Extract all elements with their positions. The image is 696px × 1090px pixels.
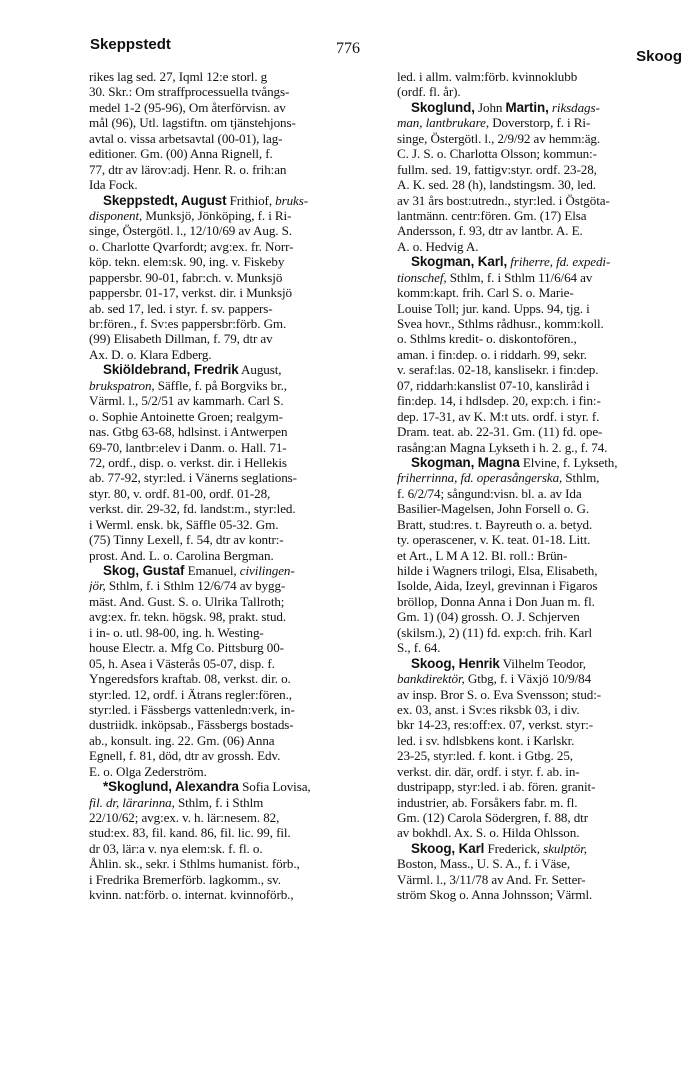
entry-heading-line <box>397 100 688 115</box>
body-text: (skilsm.), 2) (11) fd. exp:ch. frih. Karl <box>397 624 593 640</box>
body-text: av bokhdl. Ax. S. o. Hilda Ohlsson. <box>397 825 580 841</box>
occupation-text: jör, <box>89 578 106 594</box>
body-text: ty. operascener, v. K. teat. 01-18. Litt. <box>397 532 591 548</box>
body-text: hilde i Wagners trilogi, Elsa, Elisabeth, <box>397 563 598 578</box>
body-text: avg:ex. fr. tekn. högsk. 98, prakt. stud. <box>89 609 287 625</box>
text-line <box>397 532 688 547</box>
body-text: pappersbr. 90-01, fabr:ch. v. Munksjö <box>89 269 283 285</box>
body-text: i Fredrika Bremerförb. lagkomm., sv. <box>89 871 281 887</box>
body-text: Munksjö, Jönköping, f. i Ri- <box>142 207 292 223</box>
text-line <box>397 671 688 686</box>
body-text: Sthlm, <box>562 470 600 486</box>
occupation-text: fil. dr, lärarinna, <box>89 794 175 810</box>
text-line <box>397 69 688 84</box>
text-line <box>89 331 380 346</box>
text-line <box>89 625 380 640</box>
text-line <box>89 115 380 130</box>
body-text: S., f. 64. <box>397 640 441 656</box>
text-line <box>89 455 380 470</box>
body-text: o. Sthlms kredit- o. diskontofören., <box>397 331 577 347</box>
body-text: pappersbr. 01-17, verkst. dir. i Munksjö <box>89 285 292 301</box>
body-text: rasång:an Magna Lykseth i h. 2. g., f. 74. <box>397 439 608 455</box>
body-text: singe, Östergötl. l., 12/10/69 av Aug. S. <box>89 223 292 239</box>
body-text: Ida Fock. <box>89 177 138 193</box>
body-text: A. K. sed. 28 (h), landstingsm. 30, led. <box>397 177 596 193</box>
entry-given-names: Vilhelm Teodor, <box>499 655 586 671</box>
entry-name: *Skoglund, Alexandra <box>103 779 239 795</box>
body-text: led. i allm. valm:förb. kvinnoklubb <box>397 69 578 84</box>
text-line <box>397 779 688 794</box>
text-line <box>397 594 688 609</box>
occupation-text: friherrinna, fd. operasångerska, <box>397 470 563 486</box>
body-text: medel 1-2 (95-96), Om återförvisn. av <box>89 99 286 115</box>
text-line <box>89 84 380 99</box>
running-header-left: Skeppstedt <box>90 36 171 53</box>
text-line <box>89 856 380 871</box>
body-text: Gm. 1) (04) grossh. O. J. Schjerven <box>397 609 580 625</box>
entry-given-names: Emanuel, <box>184 563 240 578</box>
entry-given-names: August, <box>238 362 282 378</box>
entry-name: Skogman, Karl, <box>411 254 508 270</box>
entry-heading-line <box>89 193 380 208</box>
entry-name: Skiöldebrand, Fredrik <box>103 362 239 378</box>
text-line <box>89 100 380 115</box>
body-text: rikes lag sed. 27, Iqml 12:e storl. g <box>89 69 268 84</box>
body-text: Värml. l., 5/2/51 av kammarh. Carl S. <box>89 393 284 409</box>
text-line <box>89 470 380 485</box>
body-text: lantmänn. centr:fören. Gm. (17) Elsa <box>397 207 587 223</box>
text-line <box>397 764 688 779</box>
text-line <box>89 609 380 624</box>
text-line <box>89 671 380 686</box>
text-line <box>397 687 688 702</box>
entry-given-names: Elvine, f. Lykseth, <box>519 454 618 470</box>
occupation-text: skulptör, <box>543 840 587 856</box>
occupation-text: bruks- <box>275 192 309 208</box>
text-line <box>397 470 688 485</box>
text-line <box>89 656 380 671</box>
body-text: Louise Toll; jur. kand. Upps. 94, tjg. i <box>397 300 590 316</box>
text-line <box>89 208 380 223</box>
text-line <box>89 223 380 238</box>
text-line <box>397 486 688 501</box>
entry-given-names: Frithiof, <box>226 192 276 208</box>
text-line <box>89 810 380 825</box>
body-text: fullm. sed. 19, fattigv:styr. ordf. 23-28, <box>397 161 597 177</box>
text-line <box>397 872 688 887</box>
text-line <box>89 378 380 393</box>
occupation-text: brukspatron, <box>89 377 155 393</box>
body-text: (99) Elisabeth Dillman, f. 79, dtr av <box>89 331 273 347</box>
body-text: av 31 års bost:utredn., styr:led. i Östgöta- <box>397 192 610 208</box>
text-line <box>397 748 688 763</box>
text-line <box>397 578 688 593</box>
occupation-text: friherre, fd. expedi- <box>510 254 611 270</box>
entry-name: Skog, Gustaf <box>103 563 185 578</box>
text-line <box>397 270 688 285</box>
text-line <box>397 887 688 902</box>
body-text: 05, h. Asea i Västerås 05-07, disp. f. <box>89 655 275 671</box>
text-line <box>89 841 380 856</box>
body-text: f. 6/2/74; sångund:visn. bl. a. av Ida <box>397 485 582 501</box>
body-text: Isolde, Aida, Izeyl, grevinnan i Figaros <box>397 578 598 594</box>
text-line <box>397 856 688 871</box>
body-text: komm:kapt. frih. Carl S. o. Marie- <box>397 285 574 301</box>
body-text: A. o. Hedvig A. <box>397 238 479 254</box>
text-line <box>89 872 380 887</box>
body-text: Svea hovr., Sthlms rådhusr., komm:koll. <box>397 316 604 331</box>
text-line <box>89 316 380 331</box>
text-line <box>397 717 688 732</box>
text-line <box>89 69 380 84</box>
entry-given-names: Frederick, <box>484 840 544 856</box>
text-line <box>89 177 380 192</box>
text-line <box>89 301 380 316</box>
entry-heading-line <box>397 841 688 856</box>
text-line <box>89 146 380 161</box>
body-text: bröllop, Donna Anna i Don Juan m. fl. <box>397 593 595 609</box>
body-text: Sthlm, f. i Sthlm <box>174 794 264 810</box>
entry-name: Skoog, Henrik <box>411 655 500 671</box>
text-line <box>397 285 688 300</box>
running-header-right: Skoog <box>636 48 682 65</box>
occupation-text: civilingen- <box>239 563 295 578</box>
body-text: nas. Gtbg 63-68, hdlsinst. i Antwerpen <box>89 424 288 440</box>
text-line <box>89 640 380 655</box>
entry-name: Skeppstedt, August <box>103 192 227 208</box>
text-line <box>397 115 688 130</box>
body-text: o. Charlotte Qvarfordt; avg:ex. fr. Norr- <box>89 238 294 254</box>
text-line <box>397 409 688 424</box>
body-text: industrier, ab. Forsåkers fabr. m. fl. <box>397 794 578 810</box>
body-text: fin:dep. 14, i hdlsdep. 20, exp:ch. i fin:- <box>397 393 601 409</box>
body-text: ab., konsult. ing. 22. Gm. (06) Anna <box>89 732 275 748</box>
text-line <box>397 625 688 640</box>
body-text: 72, ordf., disp. o. verkst. dir. i Hellekis <box>89 454 287 470</box>
text-line <box>89 239 380 254</box>
text-line <box>397 208 688 223</box>
body-text: styr:led. 12, ordf. i Ätrans regler:fören., <box>89 686 292 702</box>
entry-heading-line <box>397 254 688 269</box>
body-text: 30. Skr.: Om straffprocessuella tvångs- <box>89 84 290 100</box>
body-text: house Electr. a. Mfg Co. Pittsburg 00- <box>89 640 284 656</box>
body-text: Värml. l., 3/11/78 av And. Fr. Setter- <box>397 871 586 887</box>
text-line <box>89 440 380 455</box>
text-line <box>89 687 380 702</box>
text-line <box>397 501 688 516</box>
text-line <box>397 440 688 455</box>
body-text: verkst. dir. 29-32, fd. landst:m., styr:led. <box>89 501 296 517</box>
text-line <box>89 702 380 717</box>
text-line <box>89 764 380 779</box>
body-text: singe, Östergötl. l., 2/9/92 av hemm:äg. <box>397 130 601 146</box>
text-line <box>397 795 688 810</box>
text-line <box>397 810 688 825</box>
entry-name: Skoglund, <box>411 99 475 115</box>
body-text: C. J. S. o. Charlotta Olsson; kommun:- <box>397 146 597 162</box>
body-text: Basilier-Magelsen, John Forsell o. G. <box>397 501 590 517</box>
text-line <box>397 347 688 362</box>
entry-given-names: John <box>474 99 506 115</box>
text-line <box>89 733 380 748</box>
text-line <box>397 239 688 254</box>
entry-heading-line <box>89 779 380 794</box>
text-line <box>397 331 688 346</box>
text-line <box>397 825 688 840</box>
text-line <box>397 223 688 238</box>
text-line <box>89 887 380 902</box>
body-text: Säffle, f. på Borgviks br., <box>154 377 287 393</box>
body-text: et Art., L M A 12. Bl. roll.: Brün- <box>397 547 568 563</box>
text-line <box>89 548 380 563</box>
entry-name: Skogman, Magna <box>411 454 520 470</box>
body-text: dustripapp, styr:led. i ab. fören. granit- <box>397 779 596 795</box>
body-text: mäst. And. Gust. S. o. Ulrika Tallroth; <box>89 593 285 609</box>
occupation-text: tionschef, <box>397 269 447 285</box>
text-line <box>89 409 380 424</box>
body-text: Doverstorp, f. i Ri- <box>489 115 591 131</box>
text-line <box>397 84 688 99</box>
entry-heading-line <box>89 563 380 578</box>
text-line <box>397 316 688 331</box>
text-line <box>397 609 688 624</box>
text-line <box>89 424 380 439</box>
body-text: styr. 80, v. ordf. 81-00, ordf. 01-28, <box>89 485 271 501</box>
text-line <box>397 702 688 717</box>
occupation-text: disponent, <box>89 207 143 223</box>
body-text: aman. i fin:dep. o. i riddarh. 99, sekr. <box>397 346 587 362</box>
text-line <box>397 548 688 563</box>
body-text: Sthlm, f. i Sthlm 12/6/74 av bygg- <box>105 578 286 594</box>
entry-name: Martin, <box>505 99 549 115</box>
body-text: ab. 77-92, styr:led. i Vänerns seglations- <box>89 470 297 486</box>
text-line <box>397 563 688 578</box>
text-line <box>89 486 380 501</box>
body-text: Egnell, f. 81, död, dtr av grossh. Edv. <box>89 748 281 764</box>
body-text: dep. 17-31, av K. M:t uts. ordf. i styr. f. <box>397 408 600 424</box>
text-line <box>89 347 380 362</box>
occupation-text: bankdirektör, <box>397 671 465 687</box>
body-text: led. i sv. hdlsbkens kont. i Karlskr. <box>397 732 575 748</box>
body-text: ex. 03, anst. i Sv:es riksbk 03, i div. <box>397 701 580 717</box>
text-line <box>397 424 688 439</box>
left-column <box>89 69 380 903</box>
body-text: o. Sophie Antoinette Groen; realgym- <box>89 408 283 424</box>
body-text: Bratt, stud:res. t. Bayreuth o. a. betyd. <box>397 516 593 532</box>
body-text: editioner. Gm. (00) Anna Rignell, f. <box>89 146 273 162</box>
text-line <box>397 393 688 408</box>
text-line <box>89 501 380 516</box>
occupation-text: man, lantbrukare, <box>397 115 490 131</box>
text-line <box>89 254 380 269</box>
body-text: 07, riddarh:kanslist 07-10, kansliråd i <box>397 377 590 393</box>
text-line <box>89 131 380 146</box>
text-line <box>89 532 380 547</box>
body-text: E. o. Olga Zederström. <box>89 763 207 779</box>
text-line <box>397 193 688 208</box>
body-text: 23-25, styr:led. f. kont. i Gtbg. 25, <box>397 748 573 764</box>
text-line <box>397 146 688 161</box>
body-text: Yngeredsfors kraftab. 08, verkst. dir. o. <box>89 671 291 687</box>
entry-heading-line <box>397 455 688 470</box>
body-text: dustriidk. inköpsab., Fässbergs bostads- <box>89 717 294 733</box>
body-text: br:fören., f. Sv:es pappersbr:förb. Gm. <box>89 316 287 331</box>
entry-given-names: Sofia Lovisa, <box>238 779 311 795</box>
body-text: Åhlin. sk., sekr. i Sthlms humanist. förb., <box>89 856 300 872</box>
body-text: av insp. Bror S. o. Eva Svensson; stud:- <box>397 686 602 702</box>
body-text: ström Skog o. Anna Johnsson; Värml. <box>397 887 593 903</box>
right-column <box>397 69 688 903</box>
text-line <box>397 733 688 748</box>
text-line <box>89 270 380 285</box>
text-line <box>397 378 688 393</box>
text-line <box>89 162 380 177</box>
entry-heading-line <box>397 656 688 671</box>
text-line <box>89 594 380 609</box>
text-line <box>89 748 380 763</box>
body-text: Gm. (12) Carola Södergren, f. 88, dtr <box>397 810 588 825</box>
body-text: dr 03, lär:a v. nya elem:sk. f. fl. o. <box>89 840 263 856</box>
text-line <box>89 285 380 300</box>
text-line <box>397 640 688 655</box>
body-text: i Werml. ensk. bk, Säffle 05-32. Gm. <box>89 516 279 532</box>
body-text: prost. And. L. o. Carolina Bergman. <box>89 547 274 563</box>
page-number: 776 <box>336 40 360 57</box>
text-line <box>89 517 380 532</box>
body-text: Dram. teat. ab. 22-31. Gm. (11) fd. ope- <box>397 424 603 440</box>
body-text: Andersson, f. 93, dtr av lantbr. A. E. <box>397 223 583 239</box>
body-text: kvinn. nat:förb. o. internat. kvinnoförb., <box>89 887 294 903</box>
text-line <box>89 795 380 810</box>
body-text: 77, dtr av lärov:adj. Henr. R. o. frih:an <box>89 161 287 177</box>
body-text: v. seraf:las. 02-18, kanslisekr. i fin:dep. <box>397 362 599 378</box>
entry-name: Skoog, Karl <box>411 840 485 856</box>
entry-heading-line <box>89 362 380 377</box>
body-text: Boston, Mass., U. S. A., f. i Väse, <box>397 856 571 872</box>
body-text: 69-70, lantbr:elev i Danm. o. Hall. 71- <box>89 439 287 455</box>
body-text: styr:led. i Fässbergs vattenledn:verk, in- <box>89 701 295 717</box>
body-text: (75) Tinny Lexell, f. 54, dtr av kontr:- <box>89 532 284 548</box>
body-text: verkst. dir. där, ordf. i styr. f. ab. in- <box>397 763 580 779</box>
text-line <box>397 177 688 192</box>
body-text: (ordf. fl. år). <box>397 84 461 100</box>
body-text: avtal o. vissa arbetsavtal (00-01), lag- <box>89 130 283 146</box>
body-text: Ax. D. o. Klara Edberg. <box>89 346 212 362</box>
text-line <box>397 162 688 177</box>
occupation-text: riksdags- <box>551 99 600 115</box>
text-line <box>89 578 380 593</box>
body-text: Gtbg, f. i Växjö 10/9/84 <box>464 671 592 687</box>
body-text: bkr 14-23, res:off:ex. 07, verkst. styr:- <box>397 717 594 733</box>
body-text: stud:ex. 83, fil. kand. 86, fil. lic. 99, fil. <box>89 825 291 841</box>
text-line <box>397 131 688 146</box>
body-text: mål (96), Utl. lagstiftn. om tjänstehjons- <box>89 115 296 131</box>
text-line <box>89 393 380 408</box>
text-line <box>89 825 380 840</box>
body-text: 22/10/62; avg:ex. v. h. lär:nesem. 82, <box>89 810 280 825</box>
text-line <box>397 517 688 532</box>
body-text: i in- o. utl. 98-00, ing. h. Westing- <box>89 624 264 640</box>
body-text: köp. tekn. elem:sk. 90, ing. v. Fiskeby <box>89 254 285 270</box>
text-line <box>89 717 380 732</box>
text-line <box>397 301 688 316</box>
body-text: Sthlm, f. i Sthlm 11/6/64 av <box>446 269 593 285</box>
body-text: ab. sed 17, led. i styr. f. sv. pappers- <box>89 300 273 316</box>
text-line <box>397 362 688 377</box>
